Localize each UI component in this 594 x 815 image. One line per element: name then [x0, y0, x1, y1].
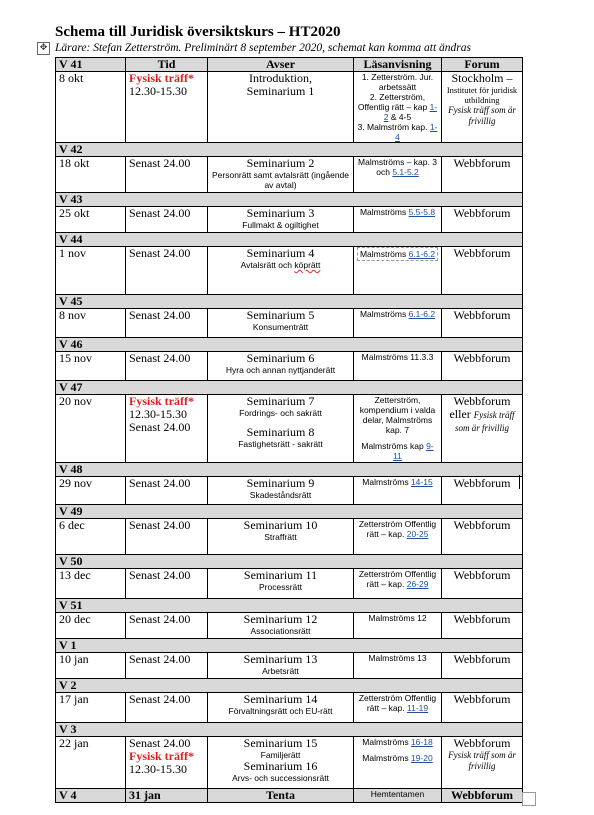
forum-cell: Webbforum Fysisk träff som är frivillig	[442, 737, 523, 789]
avser-cell: Seminarium 7 Fordrings- och sakrätt Seminarium 8 Fastighetsrätt - sakrätt	[208, 395, 354, 463]
document-subtitle: Lärare: Stefan Zetterström. Preliminärt 8 september 2020, schemat kan komma att ändras	[55, 42, 471, 54]
week-row: V 45	[56, 295, 523, 309]
date-cell: 6 dec	[56, 519, 126, 555]
date-cell: 1 nov	[56, 247, 126, 295]
forum-cell: Webbforum	[442, 693, 523, 723]
reading-cell: Zetterström Offentlig rätt – kap. 26-29	[354, 569, 442, 599]
avser-cell: Seminarium 12 Associationsrätt	[208, 613, 354, 639]
forum-cell: Stockholm – Institutet för juridisk utbildning Fysisk träff som är frivillig	[442, 72, 523, 143]
avser-cell: Seminarium 9 Skadeståndsrätt	[208, 477, 354, 505]
forum-cell: Webbforum	[442, 157, 523, 193]
reading-cell: Malmströms 5.5-5.8	[354, 207, 442, 233]
table-row	[56, 207, 523, 233]
tid-cell: Senast 24.00	[126, 569, 208, 599]
date-cell: 29 nov	[56, 477, 126, 505]
week-cell: V 4	[56, 789, 126, 803]
forum-cell: Webbforum	[442, 352, 523, 381]
forum-cell: Webbforum	[442, 309, 523, 338]
tid-cell: Senast 24.00	[126, 157, 208, 193]
reading-link[interactable]: 16-18	[410, 737, 433, 747]
avser-cell: Tenta	[208, 789, 354, 803]
reading-link[interactable]: 20-25	[406, 529, 429, 539]
table-row	[56, 693, 523, 723]
week-row: V 51	[56, 599, 523, 613]
avser-cell: Seminarium 13 Arbetsrätt	[208, 653, 354, 679]
header-tid: Tid	[126, 58, 208, 72]
reading-link[interactable]: 19-20	[410, 753, 433, 763]
reading-link[interactable]: 6.1-6.2	[408, 309, 436, 319]
reading-link[interactable]: 5.5-5.8	[408, 207, 436, 217]
reading-cell: Zetterström Offentlig rätt – kap. 20-25	[354, 519, 442, 555]
reading-link[interactable]: 6.1-6.2	[408, 249, 436, 259]
reading-cell: Malmströms 11.3.3	[354, 352, 442, 381]
avser-cell: Seminarium 10 Straffrätt	[208, 519, 354, 555]
document-title: Schema till Juridisk översiktskurs – HT2020	[55, 24, 341, 40]
avser-cell: Seminarium 14 Förvaltningsrätt och EU-rätt	[208, 693, 354, 723]
header-lasanvisning: Läsanvisning	[354, 58, 442, 72]
reading-cell: Malmströms – kap. 3 och 5.1-5.2	[354, 157, 442, 193]
table-row	[56, 613, 523, 639]
date-cell: 13 dec	[56, 569, 126, 599]
reading-cell: Zetterström, kompendium i valda delar, Malmströms kap. 7 Malmströms kap 9-11	[354, 395, 442, 463]
tid-cell: Senast 24.00	[126, 477, 208, 505]
tid-cell: Senast 24.00 Fysisk träff* 12.30-15.30	[126, 737, 208, 789]
tid-cell: Senast 24.00	[126, 352, 208, 381]
date-cell: 10 jan	[56, 653, 126, 679]
avser-cell: Seminarium 5 Konsumenträtt	[208, 309, 354, 338]
avser-cell: Seminarium 11 Processrätt	[208, 569, 354, 599]
date-cell: 17 jan	[56, 693, 126, 723]
date-cell: 25 okt	[56, 207, 126, 233]
week-row: V 46	[56, 338, 523, 352]
reading-cell: Malmströms 16-18 Malmströms 19-20	[354, 737, 442, 789]
tid-cell: Fysisk träff* 12.30-15.30 Senast 24.00	[126, 395, 208, 463]
avser-cell: Seminarium 2 Personrätt samt avtalsrätt (ingående av avtal)	[208, 157, 354, 193]
header-avser: Avser	[208, 58, 354, 72]
reading-cell: Malmströms 14-15	[354, 477, 442, 505]
table-row	[56, 737, 523, 789]
reading-link[interactable]: 1-2	[383, 102, 438, 122]
date-cell: 15 nov	[56, 352, 126, 381]
week-row: V 44	[56, 233, 523, 247]
table-row	[56, 653, 523, 679]
tid-cell: Senast 24.00	[126, 207, 208, 233]
tid-cell: Senast 24.00	[126, 693, 208, 723]
reading-link[interactable]: 9-11	[393, 441, 434, 461]
forum-cell: Webbforum	[442, 569, 523, 599]
table-row	[56, 352, 523, 381]
forum-cell: Webbforum	[442, 653, 523, 679]
week-row: V 2	[56, 679, 523, 693]
forum-cell: Webbforum	[442, 613, 523, 639]
reading-cell: Malmströms 13	[354, 653, 442, 679]
date-cell: 8 okt	[56, 72, 126, 143]
forum-cell: Webbforum	[442, 247, 523, 295]
table-row	[56, 247, 523, 295]
week-row: V 1	[56, 639, 523, 653]
table-resize-handle[interactable]	[522, 792, 536, 806]
date-cell: 8 nov	[56, 309, 126, 338]
tid-cell: Senast 24.00	[126, 309, 208, 338]
header-row	[56, 58, 523, 72]
reading-link[interactable]: 5.1-5.2	[392, 167, 419, 177]
date-cell: 20 dec	[56, 613, 126, 639]
tid-cell: Senast 24.00	[126, 247, 208, 295]
week-row: V 50	[56, 555, 523, 569]
reading-cell: Malmströms 6.1-6.2	[354, 309, 442, 338]
table-row	[56, 72, 523, 143]
schedule-table	[55, 57, 523, 803]
week-row: V 43	[56, 193, 523, 207]
header-week: V 41	[56, 58, 126, 72]
tid-cell: Senast 24.00	[126, 653, 208, 679]
week-row: V 49	[56, 505, 523, 519]
forum-cell: Webbforum	[442, 207, 523, 233]
reading-link[interactable]: 14-15	[410, 477, 433, 487]
table-row	[56, 519, 523, 555]
table-row	[56, 309, 523, 338]
avser-cell: Seminarium 3 Fullmakt & ogiltighet	[208, 207, 354, 233]
avser-cell: Seminarium 4 Avtalsrätt och köprätt	[208, 247, 354, 295]
table-row	[56, 477, 523, 505]
avser-cell: Seminarium 15 Familjerätt Seminarium 16 Arvs- och successionsrätt	[208, 737, 354, 789]
reading-cell: Hemtentamen	[354, 789, 442, 803]
reading-link[interactable]: 11-19	[407, 703, 429, 713]
avser-cell: Introduktion, Seminarium 1	[208, 72, 354, 143]
text-cursor	[519, 475, 520, 489]
forum-cell: Webbforum eller Fysisk träff som är frivillig	[442, 395, 523, 463]
reading-link[interactable]: 26-29	[406, 579, 429, 589]
table-row	[56, 395, 523, 463]
avser-cell: Seminarium 6 Hyra och annan nyttjanderätt	[208, 352, 354, 381]
date-cell: 20 nov	[56, 395, 126, 463]
week-row: V 47	[56, 381, 523, 395]
forum-cell: Webbforum	[442, 519, 523, 555]
reading-cell: 1. Zetterström. Jur. arbetssätt 2. Zetterström, Offentlig rätt – kap 1-2 & 4-5 3. Malmström kap. 1-4	[354, 72, 442, 143]
reading-cell: Zetterström Offentlig rätt – kap. 11-19	[354, 693, 442, 723]
date-cell: 18 okt	[56, 157, 126, 193]
header-forum: Forum	[442, 58, 523, 72]
date-cell: 22 jan	[56, 737, 126, 789]
tid-cell: Senast 24.00	[126, 613, 208, 639]
forum-cell: Webbforum	[442, 477, 523, 505]
tid-cell: Senast 24.00	[126, 519, 208, 555]
reading-link[interactable]: 1-4	[395, 122, 438, 142]
table-row	[56, 157, 523, 193]
table-move-handle-icon[interactable]: ✥	[37, 42, 50, 55]
week-row: V 3	[56, 723, 523, 737]
week-row: V 48	[56, 463, 523, 477]
date-cell: 31 jan	[126, 789, 208, 803]
exam-row	[56, 789, 523, 803]
reading-cell: Malmströms 12	[354, 613, 442, 639]
table-row	[56, 569, 523, 599]
reading-cell: Malmströms 6.1-6.2	[354, 247, 442, 295]
week-row: V 42	[56, 143, 523, 157]
forum-cell: Webbforum	[442, 789, 523, 803]
tid-cell: Fysisk träff* 12.30-15.30	[126, 72, 208, 143]
